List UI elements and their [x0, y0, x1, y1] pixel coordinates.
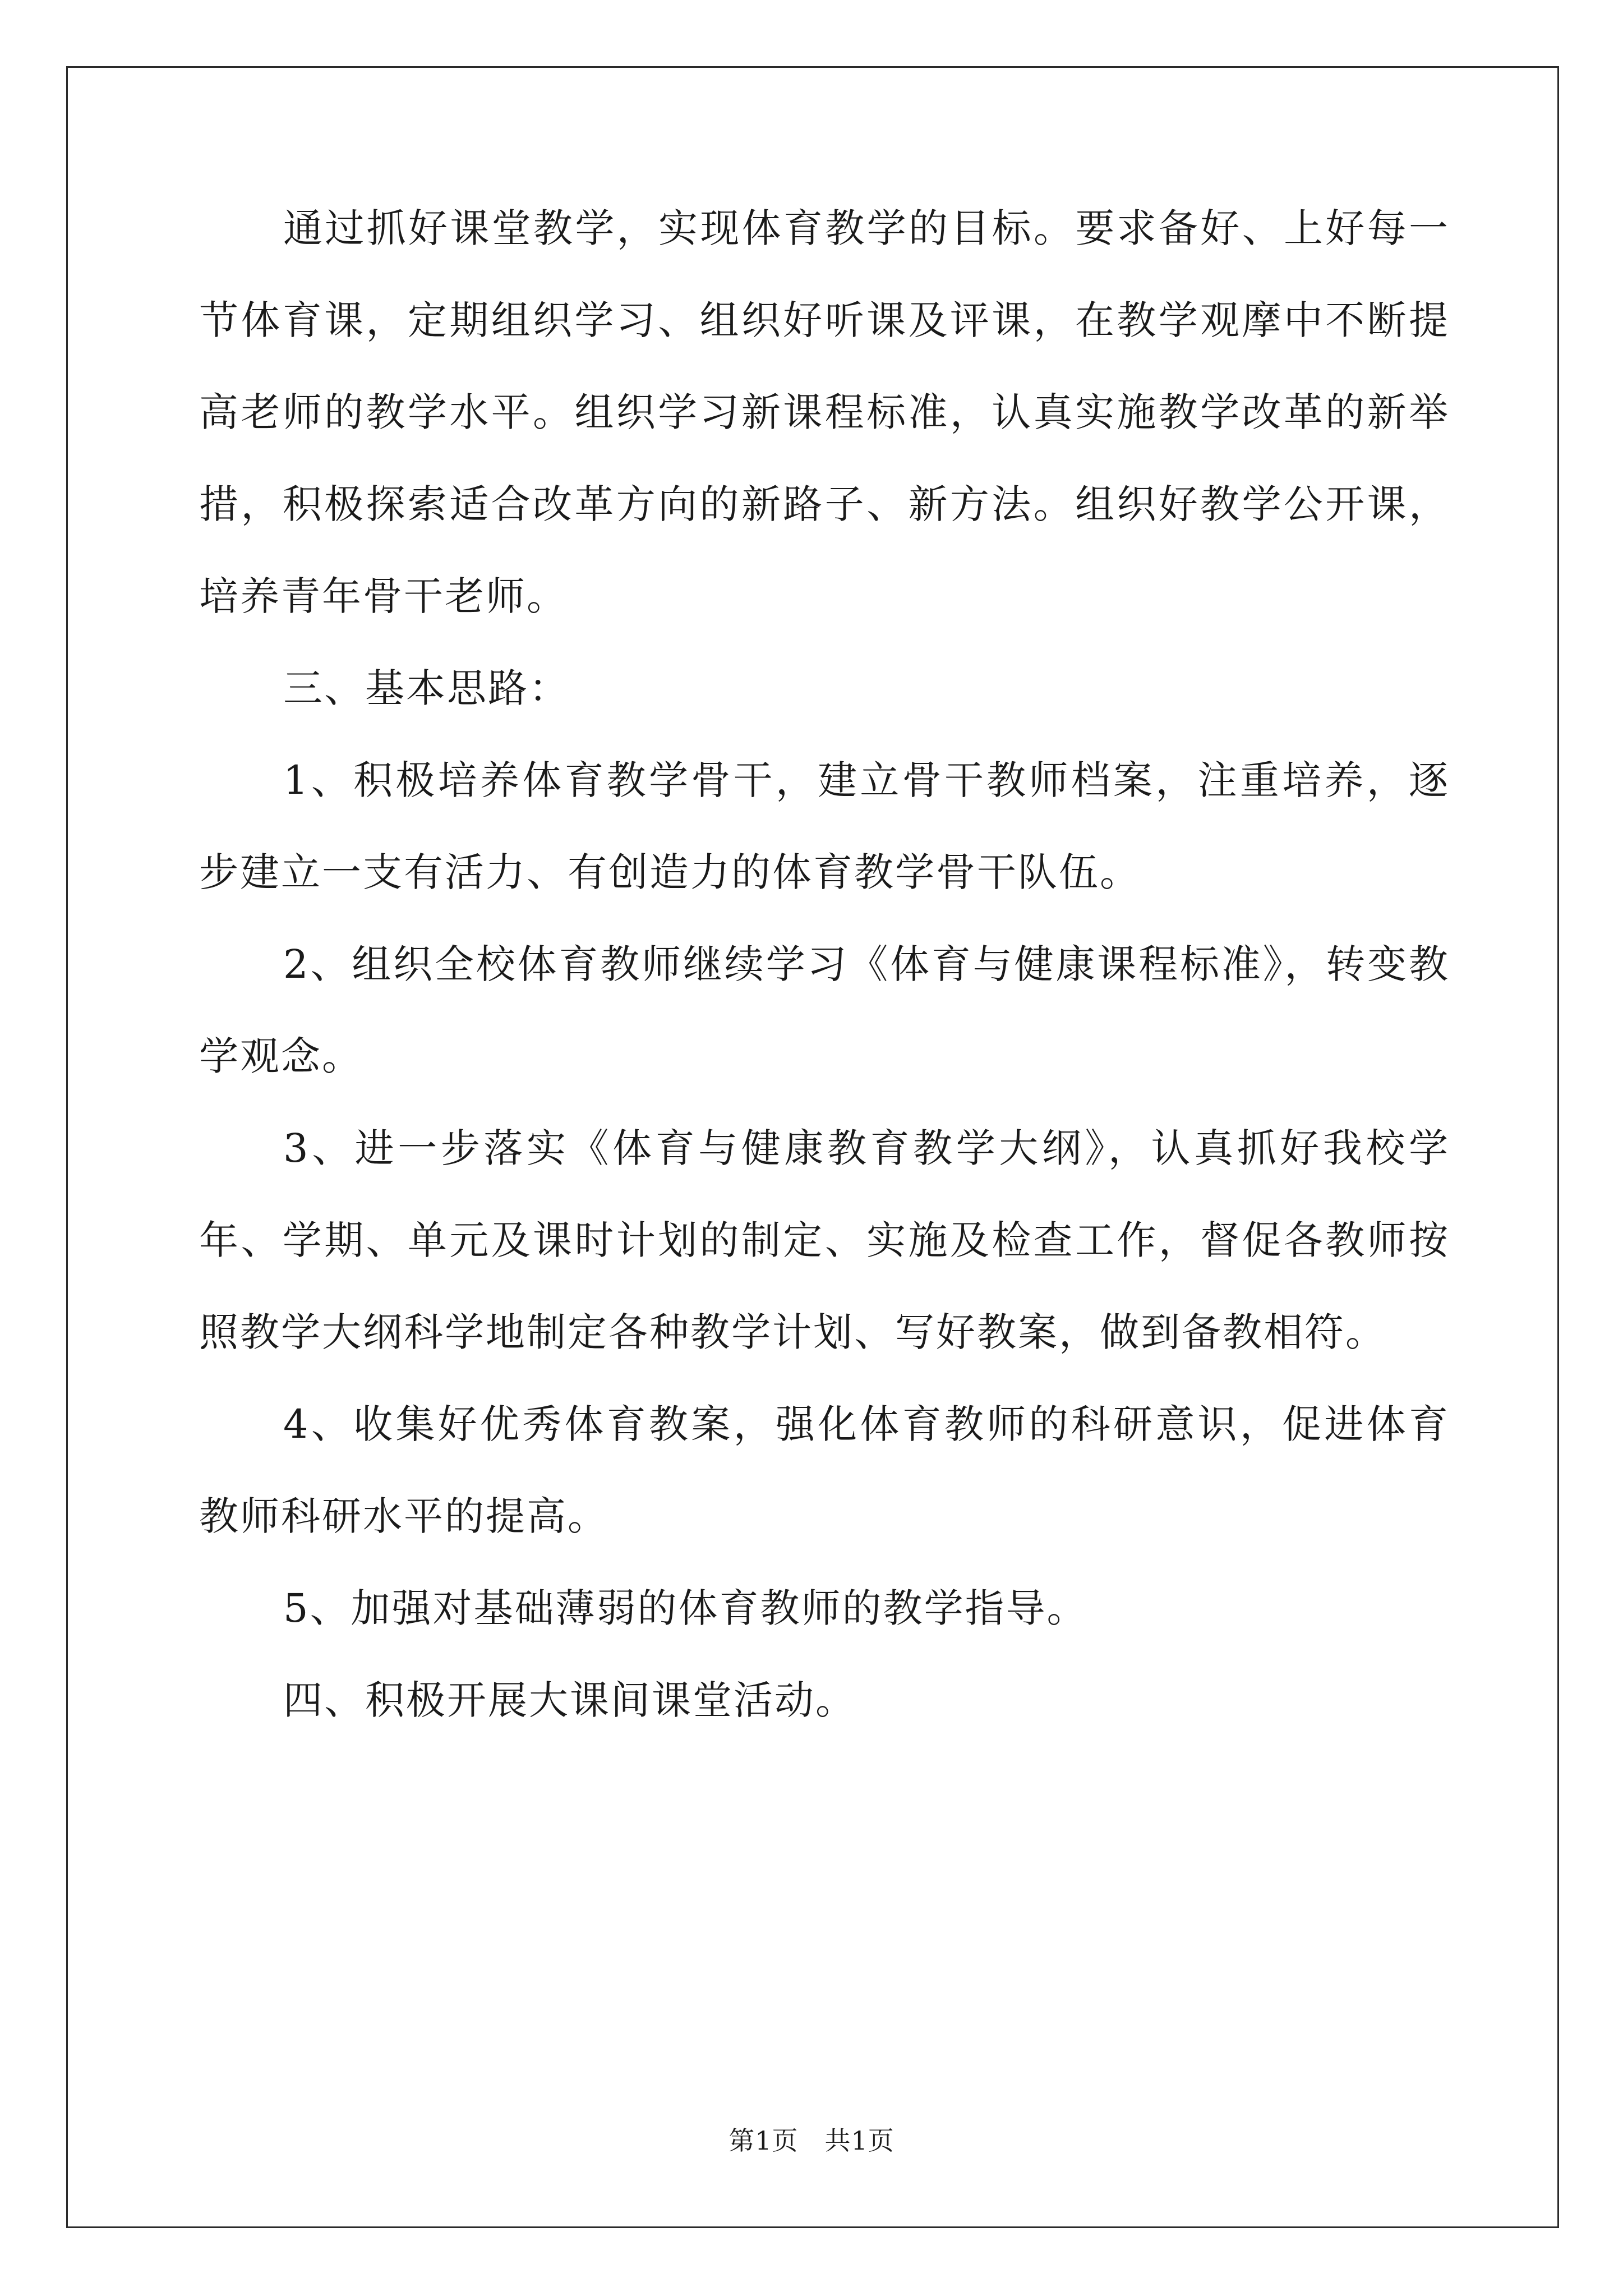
list-item-5: 5、加强对基础薄弱的体育教师的教学指导。 [283, 1585, 1088, 1631]
list-item-2: 2、组织全校体育教师继续学习《体育与健康课程标准》，转变教学观念。 [199, 941, 1450, 1079]
heading-activities: 四、积极开展大课间课堂活动。 [283, 1677, 856, 1723]
page-footer: 第1页 共1页 [728, 2125, 895, 2156]
list-item-1: 1、积极培养体育教学骨干，建立骨干教师档案，注重培养，逐步建立一支有活力、有创造力的体育教学骨干队伍。 [199, 757, 1450, 895]
heading-basic-ideas: 三、基本思路： [283, 665, 570, 711]
document-body [199, 182, 1450, 1746]
list-item-3: 3、进一步落实《体育与健康教育教学大纲》，认真抓好我校学年、学期、单元及课时计划的制定、实施及检查工作，督促各教师按照教学大纲科学地制定各种教学计划、写好教案，做到备教相符。 [199, 1125, 1450, 1355]
paragraph-teaching-goals: 通过抓好课堂教学，实现体育教学的目标。要求备好、上好每一节体育课，定期组织学习、组织好听课及评课，在教学观摩中不断提高老师的教学水平。组织学习新课程标准，认真实施教学改革的新举措，积极探索适合改革方向的新路子、新方法。组织好教学公开课，培养青年骨干老师。 [199, 205, 1450, 619]
list-item-4: 4、收集好优秀体育教案，强化体育教师的科研意识，促进体育教师科研水平的提高。 [199, 1401, 1450, 1539]
